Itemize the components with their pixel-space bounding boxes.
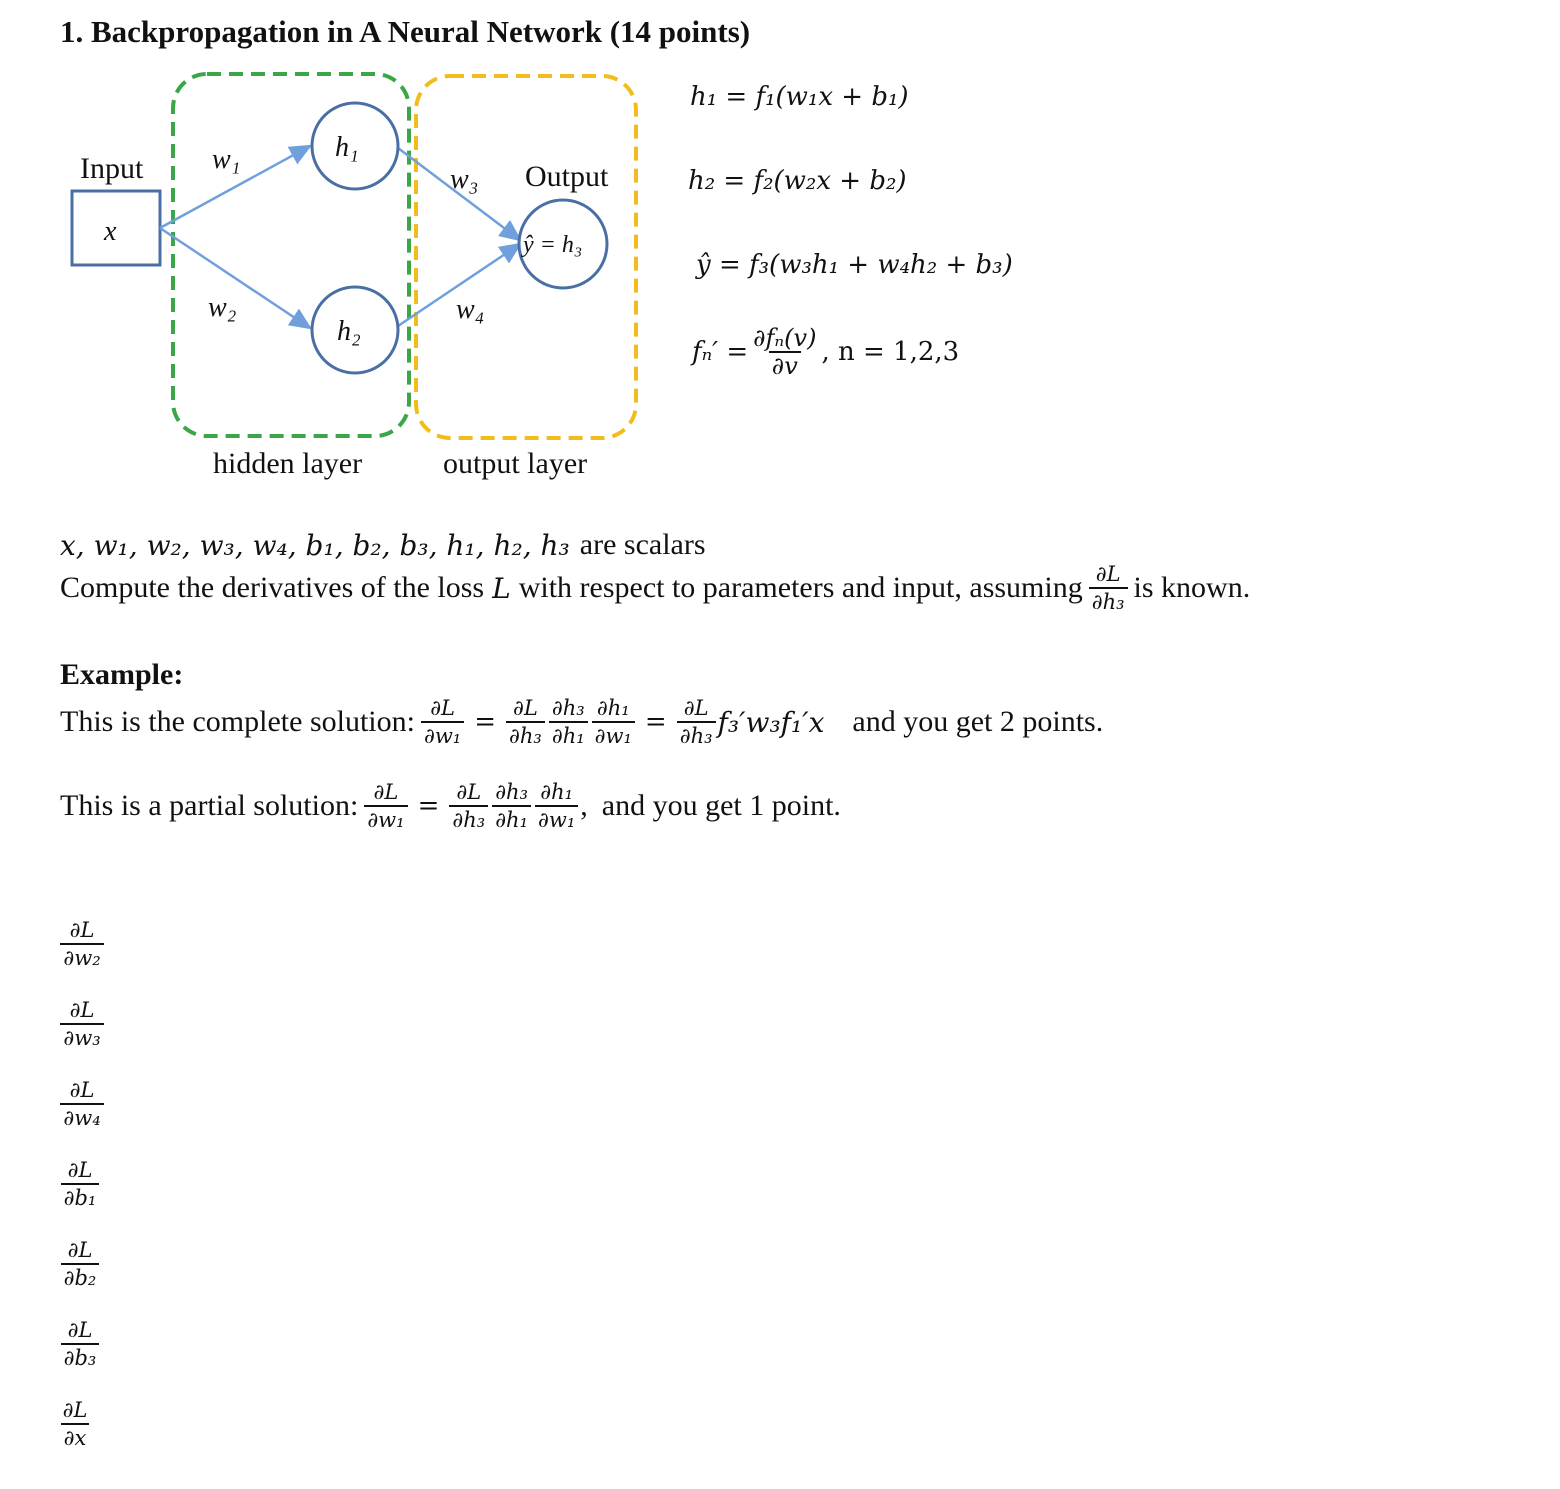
frac-den: ∂w₁ <box>364 805 407 832</box>
equation-h1: h₁ = f₁(w₁x + b₁) <box>690 82 909 112</box>
question-dL-db1 <box>58 1158 102 1210</box>
weight-w3-label: w₃ <box>450 164 479 195</box>
question-numerator: ∂L <box>69 1078 95 1102</box>
question-denominator: ∂b₃ <box>61 1343 100 1370</box>
complete-tail: f₃′w₃f₁′x <box>717 705 825 739</box>
question-numerator: ∂L <box>67 1158 93 1182</box>
question-numerator: ∂L <box>67 1238 93 1262</box>
frac-den: ∂w₁ <box>535 805 578 832</box>
frac-den: ∂h₁ <box>492 805 531 832</box>
compute-frac-num: ∂L <box>1095 562 1121 586</box>
question-denominator: ∂w₄ <box>60 1103 103 1130</box>
partial-frac-2 <box>492 780 531 832</box>
compute-text: Compute the derivatives of the loss <box>60 571 485 604</box>
compute-text-3: is known. <box>1133 571 1251 604</box>
question-dL-dx <box>58 1398 92 1450</box>
question-denominator: ∂w₂ <box>60 943 103 970</box>
question-dL-db3 <box>58 1318 102 1370</box>
compute-text-2: with respect to parameters and input, assuming <box>518 571 1083 604</box>
question-dL-dw3 <box>58 998 106 1050</box>
output-layer-label: output layer <box>443 447 588 480</box>
input-var: x <box>104 216 117 247</box>
fprime-fraction <box>750 326 819 378</box>
partial-prefix: This is a partial solution: <box>60 789 359 822</box>
frac-num: ∂L <box>373 780 399 804</box>
question-dL-dw2 <box>58 918 106 970</box>
frac-num: ∂h₁ <box>596 696 630 720</box>
complete-solution-line <box>60 696 1103 748</box>
complete-frac-1 <box>506 696 545 748</box>
equation-yhat: ŷ = f₃(w₃h₁ + w₄h₂ + b₃) <box>696 250 1013 280</box>
partial-frac-1 <box>449 780 488 832</box>
input-label: Input <box>80 152 144 185</box>
question-dL-dw4 <box>58 1078 106 1130</box>
question-list <box>58 918 106 1450</box>
compute-frac-den: ∂h₃ <box>1089 587 1128 614</box>
frac-den: ∂w₁ <box>592 721 635 748</box>
compute-loss-symbol: L <box>492 571 511 605</box>
fprime-numerator: ∂fₙ(v) <box>753 324 817 352</box>
network-diagram <box>0 60 660 490</box>
partial-suffix: and you get 1 point. <box>601 789 841 822</box>
output-label: Output <box>525 160 609 193</box>
partial-solution-line <box>60 780 841 832</box>
complete-frac-2 <box>549 696 588 748</box>
node-h2-label: h₂ <box>337 316 361 347</box>
scalars-line <box>60 528 706 562</box>
frac-num: ∂h₃ <box>495 780 528 804</box>
equals-sign: = <box>474 707 497 737</box>
partial-frac-lhs <box>364 780 407 832</box>
complete-prefix: This is the complete solution: <box>60 705 415 738</box>
node-output-label: ŷ = h₃ <box>523 232 583 258</box>
fprime-lhs: fₙ′ = <box>692 337 749 367</box>
fprime-denominator: ∂v <box>769 351 801 378</box>
partial-comma: , <box>580 789 588 822</box>
complete-frac-3 <box>592 696 635 748</box>
frac-num: ∂L <box>513 696 538 720</box>
frac-den: ∂w₁ <box>421 721 464 748</box>
equals-sign: = <box>644 707 667 737</box>
complete-frac-lhs <box>421 696 464 748</box>
frac-num: ∂L <box>430 696 455 720</box>
weight-w1-label: w₁ <box>212 144 241 175</box>
question-dL-db2 <box>58 1238 102 1290</box>
frac-den: ∂h₃ <box>677 721 716 748</box>
question-denominator: ∂x <box>61 1423 90 1450</box>
page-title: 1. Backpropagation in A Neural Network (14 points) <box>60 14 751 49</box>
question-numerator: ∂L <box>69 998 95 1022</box>
hidden-layer-label: hidden layer <box>213 447 363 480</box>
weight-w2-label: w₂ <box>208 292 237 323</box>
scalars-suffix: are scalars <box>579 528 706 561</box>
frac-den: ∂h₃ <box>449 805 488 832</box>
question-numerator: ∂L <box>67 1318 93 1342</box>
frac-num: ∂h₃ <box>551 696 585 720</box>
equation-h2: h₂ = f₂(w₂x + b₂) <box>688 166 907 196</box>
partial-frac-3 <box>535 780 578 832</box>
frac-num: ∂L <box>456 780 482 804</box>
frac-den: ∂h₁ <box>549 721 588 748</box>
question-denominator: ∂b₂ <box>61 1263 100 1290</box>
frac-num: ∂L <box>683 696 709 720</box>
question-numerator: ∂L <box>69 918 95 942</box>
question-numerator: ∂L <box>62 1398 88 1422</box>
complete-suffix: and you get 2 points. <box>852 705 1104 738</box>
frac-num: ∂h₁ <box>540 780 574 804</box>
node-h1-label: h₁ <box>335 132 359 163</box>
compute-line <box>60 562 1250 614</box>
equation-fprime <box>692 326 959 378</box>
example-heading: Example: <box>60 658 184 691</box>
compute-fraction <box>1089 562 1128 614</box>
scalars-list: x, w₁, w₂, w₃, w₄, b₁, b₂, b₃, h₁, h₂, h₃ <box>60 528 570 562</box>
question-denominator: ∂b₁ <box>61 1183 100 1210</box>
question-denominator: ∂w₃ <box>60 1023 103 1050</box>
equals-sign: = <box>417 791 440 821</box>
complete-frac-4 <box>677 696 716 748</box>
frac-den: ∂h₃ <box>506 721 545 748</box>
weight-w4-label: w₄ <box>456 294 485 325</box>
fprime-tail: , n = 1,2,3 <box>821 337 960 367</box>
